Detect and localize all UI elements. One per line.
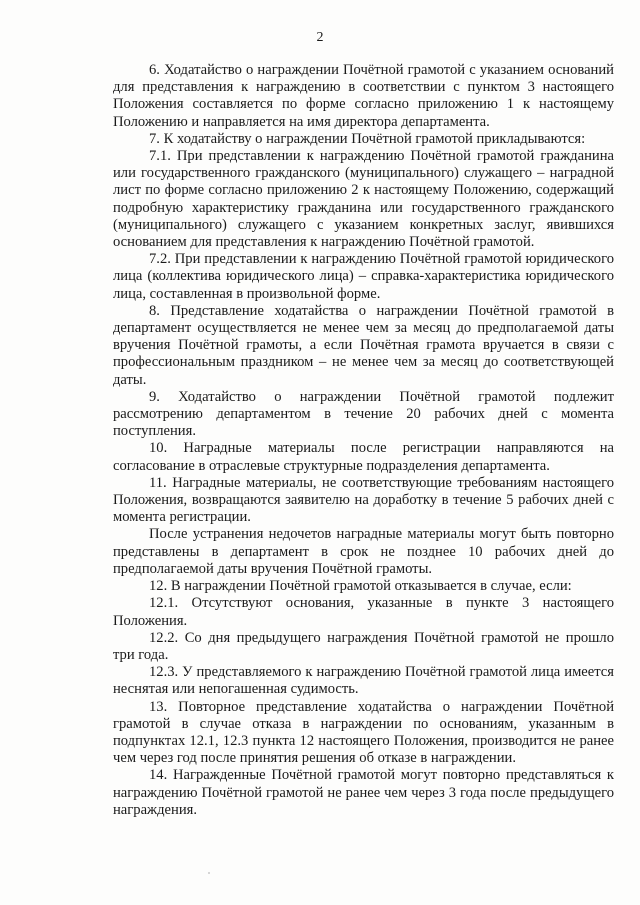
paragraph-12: 12. В награждении Почётной грамотой отказывается в случае, если: xyxy=(149,578,572,595)
paragraph-14: 14. Награжденные Почётной грамотой могут повторно представляться к награждению Почётной грамотой не ранее чем через 3 года после предыдущего награждения. xyxy=(113,767,614,818)
paragraph-11: 11. Наградные материалы, не соответствующие требованиям настоящего Положения, возвращаются заявителю на доработку в течение 5 рабочих дней с момента регистрации. xyxy=(113,474,614,526)
paragraph-10: 10. Наградные материалы после регистрации направляются на согласование в отраслевые структурные подразделения департамента. xyxy=(113,440,614,474)
document-body xyxy=(113,62,614,819)
scan-speck xyxy=(208,872,210,874)
paragraph-8: 8. Представление ходатайства о награждении Почётной грамотой в департамент осуществляется не менее чем за месяц до предполагаемой даты вручения Почётной грамоты, а если Почётная грамота вручается в связи с профессиональным праздником – не менее чем за месяц до соответствующей даты. xyxy=(113,302,614,388)
paragraph-7: 7. К ходатайству о награждении Почётной грамотой прикладываются: xyxy=(149,130,586,147)
paragraph-12-3: 12.3. У представляемого к награждению Почётной грамотой лица имеется неснятая или непогашенная судимость. xyxy=(113,664,614,698)
paragraph-9: 9. Ходатайство о награждении Почётной грамотой подлежит рассмотрению департаментом в течение 20 рабочих дней с момента поступления. xyxy=(113,388,614,440)
page-number: 2 xyxy=(316,30,324,45)
paragraph-6: 6. Ходатайство о награждении Почётной грамотой с указанием оснований для представления к награждению в соответствии с пунктом 3 настоящего Положения составляется по форме согласно приложению 1 к настоящему Положению и направляется на имя директора департамента. xyxy=(113,62,614,130)
paragraph-7-2: 7.2. При представлении к награждению Почётной грамотой юридического лица (коллектива юридического лица) – справка-характеристика юридического лица, составленная в произвольной форме. xyxy=(113,251,614,302)
paragraph-11-continuation: После устранения недочетов наградные материалы могут быть повторно представлены в департамент в срок не позднее 10 рабочих дней до предполагаемой даты вручения Почётной грамоты. xyxy=(113,526,614,577)
paragraph-12-1: 12.1. Отсутствуют основания, указанные в пункте 3 настоящего Положения. xyxy=(113,595,614,629)
paragraph-12-2: 12.2. Со дня предыдущего награждения Почётной грамотой не прошло три года. xyxy=(113,629,614,663)
paragraph-13: 13. Повторное представление ходатайства о награждении Почётной грамотой в случае отказа в награждении по основаниям, указанным в подпунктах 12.1, 12.3 пункта 12 настоящего Положения, производится не ранее чем через год после принятия решения об отказе в награждении. xyxy=(113,698,614,767)
paragraph-7-1: 7.1. При представлении к награждению Почётной грамотой гражданина или государственного гражданского (муниципального) служащего – наградной лист по форме согласно приложению 2 к настоящему Положению, содержащий подробную характеристику гражданина или государственного гражданского (муниципального) служащего с указанием конкретных заслуг, явившихся основанием для представления к награждению Почётной грамотой. xyxy=(113,148,614,251)
